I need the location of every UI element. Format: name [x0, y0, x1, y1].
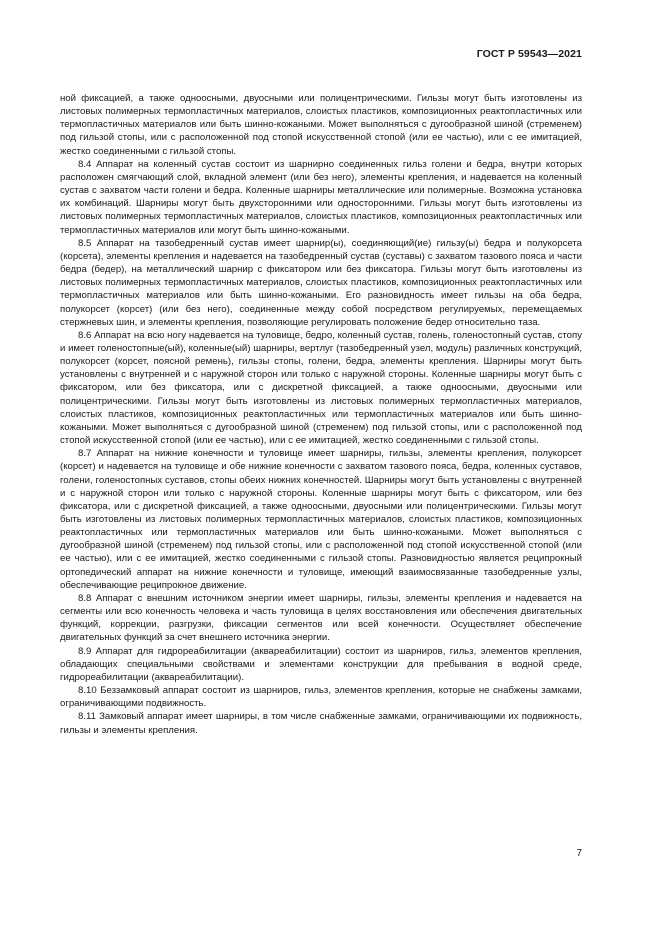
paragraph-8-4: 8.4 Аппарат на коленный сустав состоит из шарнирно соединенных гильз голени и бедра, внутри которых расположен смягчающий слой, вкладной элемент (или без него), элементы крепления, и надевается на коленный сустав с захватом части голени и бедра. Коленные шарниры металлические или полимерные. Возможна установка их комбинаций. Шарниры могут быть двухсторонними или односторонними. Гильзы могут быть изготовлены из листовых полимерных термопластичных материалов, слоистых пластиков, композиционных реактопластичных или термопластичных материалов или могут быть шинно-кожаными. — [60, 158, 582, 236]
paragraph-8-10: 8.10 Беззамковый аппарат состоит из шарниров, гильз, элементов крепления, которые не снабжены замками, ограничивающими подвижность. — [60, 685, 582, 710]
paragraph-8-8: 8.8 Аппарат с внешним источником энергии имеет шарниры, гильзы, элементы крепления и надевается на сегменты или всю конечность человека и часть туловища в целях восстановления или обеспечения двигательных функций, коррекции, разгрузки, фиксации сегментов или всей конечности. Осуществляет обеспечение двигательных функций за счет внешнего источника энергии. — [60, 592, 582, 644]
paragraph-8-11: 8.11 Замковый аппарат имеет шарниры, в том числе снабженные замками, ограничивающими их подвижность, гильзы и элементы крепления. — [60, 711, 582, 736]
document-body — [60, 92, 582, 737]
paragraph-8-9: 8.9 Аппарат для гидрореабилитации (аквареабилитации) состоит из шарниров, гильз, элементов крепления, обладающих специальными свойствами и элементами конструкции для пребывания в водной среде, гидрореабилитации (аквареабилитации). — [60, 645, 582, 683]
standard-header: ГОСТ Р 59543—2021 — [476, 48, 582, 60]
paragraph-8-7: 8.7 Аппарат на нижние конечности и туловище имеет шарниры, гильзы, элементы крепления, полукорсет (корсет) и надевается на туловище и обе нижние конечности с захватом тазового пояса, бедра, коленных суставов, голени, голеностопных суставов, стопы обеих нижних конечностей. Шарниры могут быть установлены с внутренней и с наружной сторон или только с наружной стороны. Коленные шарниры могут быть с фиксатором, или без фиксатора, или с дискретной фиксацией, а также одноосными, двуосными или полицентрическими. Гильзы могут быть изготовлены из листовых полимерных термопластичных материалов, слоистых пластиков, композиционных реактопластичных или термопластичных материалов или быть шинно-кожаными. Может выполняться с дугообразной шиной (стременем) под гильзой стопы, или с расположенной под стопой искусственной стопой (или ее частью), или с ее имитацией, жестко соединенными с гильзой стопы. Разновидностью является реципрокный ортопедический аппарат на нижние конечности и туловище, имеющий взаимосвязанные тазобедренные узлы, обеспечивающие реципрокное движение. — [60, 448, 582, 591]
paragraph-8-6: 8.6 Аппарат на всю ногу надевается на туловище, бедро, коленный сустав, голень, голеностопный сустав, стопу и имеет голеностопные(ый), коленные(ый) шарниры, вертлуг (тазобедренный узел, модуль) различных конструкций, полукорсет (корсет, поясной ремень), гильзы стопы, голени, бедра, элементы крепления. Шарниры могут быть установлены с внутренней и с наружной сторон или только с наружной стороны. Коленные шарниры могут быть с фиксатором, или без фиксатора, или с дискретной фиксацией, а также одноосными, двуосными или полицентрическими. Гильзы могут быть изготовлены из листовых полимерных термопластичных материалов, слоистых пластиков, композиционных реактопластичных или термопластичных материалов или быть шинно-кожаными. Может выполняться с дугообразной шиной (стременем) под гильзой стопы, или с расположенной под стопой искусственной стопой (или ее частью), или с ее имитацией, жестко соединенными с гильзой стопы. — [60, 329, 582, 447]
page-number: 7 — [576, 848, 582, 859]
paragraph-8-5: 8.5 Аппарат на тазобедренный сустав имеет шарнир(ы), соединяющий(ие) гильзу(ы) бедра и полукорсета (корсета), элементы крепления и надевается на тазобедренный сустав (суставы) с захватом тазового пояса и части бедра (бедер), на металлический шарнир с фиксатором или без фиксатора. Гильзы могут быть изготовлены из листовых полимерных термопластичных материалов, слоистых пластиков, композиционных реактопластичных или термопластичных материалов или быть шинно-кожаными. Его разновидность имеет гильзы на оба бедра, полукорсет (корсет) (или без него), соединенные между собой посредством регулируемых, перемещаемых стержневых шин, и элементы крепления, позволяющие регулировать положение бедер относительно таза. — [60, 237, 582, 328]
paragraph-continuation: ной фиксацией, а также одноосными, двуосными или полицентрическими. Гильзы могут быть изготовлены из листовых полимерных термопластичных материалов, слоистых пластиков, композиционных реактопластичных или термопластичных материалов или быть шинно-кожаными. Может выполняться с дугообразной шиной (стременем) под гильзой стопы, или с расположенной под стопой искусственной стопой (или ее частью), или с ее имитацией, жестко соединенными с гильзой стопы. — [60, 93, 582, 157]
